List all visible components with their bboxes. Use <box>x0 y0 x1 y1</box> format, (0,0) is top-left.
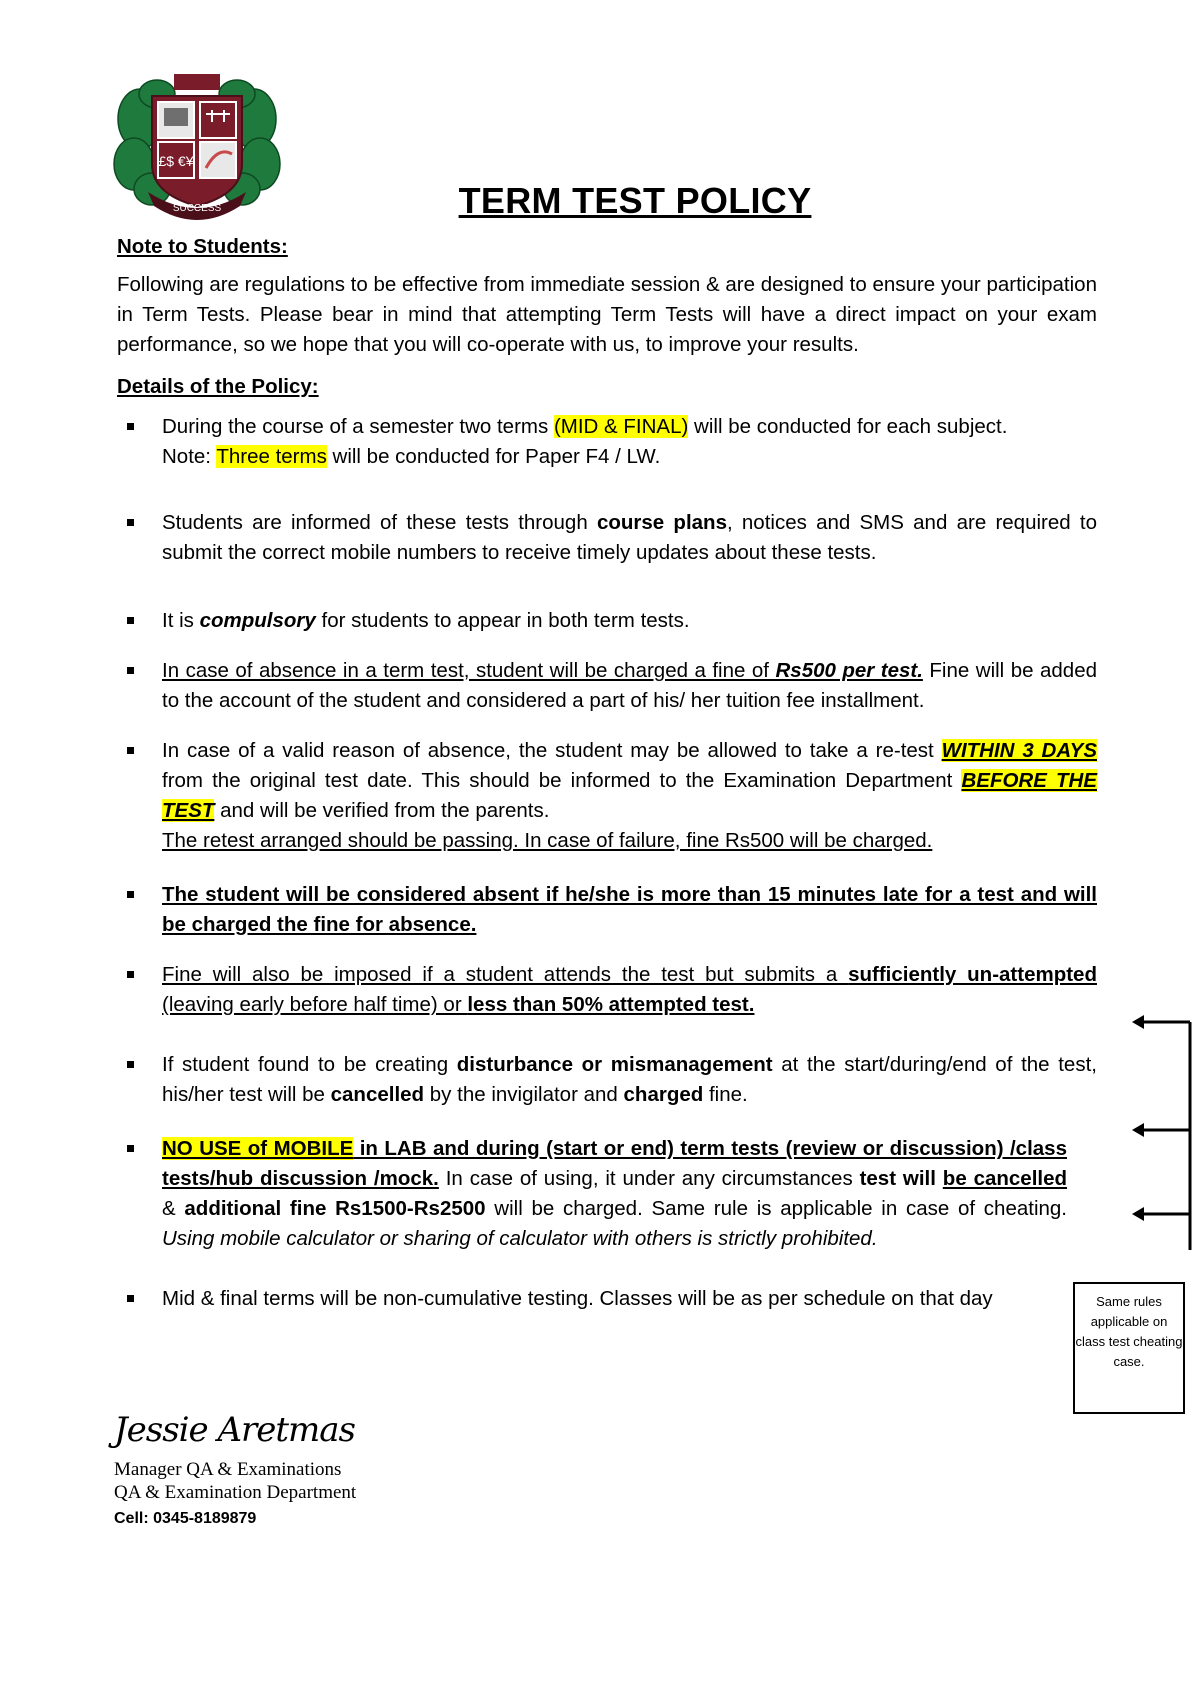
svg-text:£$ €¥: £$ €¥ <box>158 153 194 169</box>
policy-list <box>117 412 1097 1314</box>
signature-cell: Cell: 0345-8189879 <box>114 1510 257 1527</box>
rule-8: If student found to be creating disturbance or mismanagement at the start/during/end of the test, his/her test will be cancelled by the invigilator and charged fine. <box>117 1050 1097 1110</box>
signature-name: Jessie Aretmas <box>114 1410 355 1450</box>
rule-2: Students are informed of these tests through course plans, notices and SMS and are required to submit the correct mobile numbers to receive timely updates about these tests. <box>117 508 1097 568</box>
rule-6: The student will be considered absent if he/she is more than 15 minutes late for a test and will be charged the fine for absence. <box>117 880 1097 940</box>
rule-9: NO USE of MOBILE in LAB and during (start or end) term tests (review or discussion) /class tests/hub discussion /mock. In case of using, it under any circumstances test will be cancelled & additional fine Rs1500-Rs2500 will be charged. Same rule is applicable in case of cheating. Using mobile calculator or sharing of calculator with others is strictly prohibited. <box>117 1134 1097 1254</box>
signature-department: QA & Examination Department <box>114 1482 357 1503</box>
side-bracket-arrows <box>1130 1000 1200 1282</box>
note-heading: Note to Students: <box>117 235 288 258</box>
svg-text:SUCCESS: SUCCESS <box>172 203 222 214</box>
rule-10: Mid & final terms will be non-cumulative testing. Classes will be as per schedule on that day <box>117 1284 1097 1314</box>
signature-block <box>114 1410 356 1528</box>
intro-paragraph: Following are regulations to be effective from immediate session & are designed to ensure your participation in Term Tests. Please bear in mind that attempting Term Tests will have a direct impact on your exam performance, so we hope that you will co-operate with us, to improve your results. <box>117 273 1097 356</box>
side-note-box: Same rules applicable on class test cheating case. <box>1073 1282 1185 1414</box>
policy-content <box>117 232 1097 1314</box>
details-heading: Details of the Policy: <box>117 375 319 398</box>
rule-3: It is compulsory for students to appear in both term tests. <box>117 606 1097 636</box>
page-title: TERM TEST POLICY <box>458 180 812 221</box>
rule-7: Fine will also be imposed if a student attends the test but submits a sufficiently un-attempted (leaving early before half time) or less than 50% attempted test. <box>117 960 1097 1020</box>
signature-title: Manager QA & Examinations <box>114 1459 342 1480</box>
rule-5: In case of a valid reason of absence, the student may be allowed to take a re-test WITHIN 3 DAYS from the original test date. This should be informed to the Examination Department BEFORE THE TEST and will be verified from the parents. The retest arranged should be passing. In case of failure, fine Rs500 will be charged. <box>117 736 1097 856</box>
rule-1: During the course of a semester two terms (MID & FINAL) will be conducted for each subject. Note: Three terms will be conducted for Paper F4 / LW. <box>117 412 1097 472</box>
rule-4: In case of absence in a term test, student will be charged a fine of Rs500 per test. Fine will be added to the account of the student and considered a part of his/ her tuition fee installment. <box>117 656 1097 716</box>
